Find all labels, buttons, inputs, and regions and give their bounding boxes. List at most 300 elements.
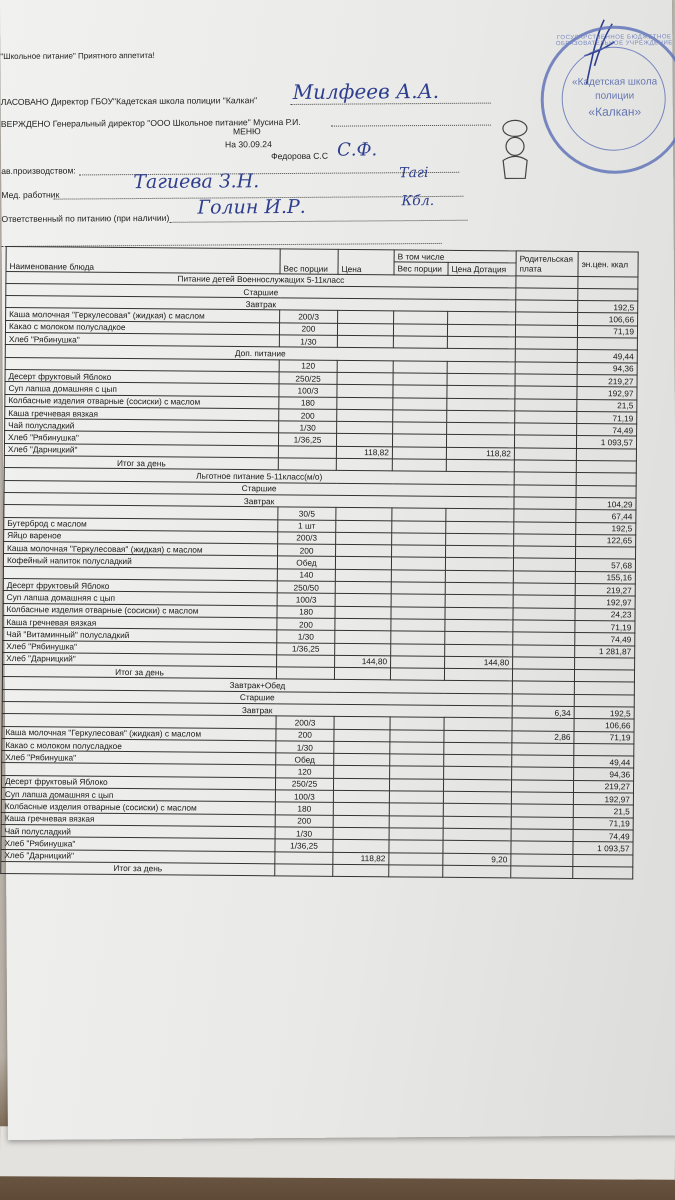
parent-fee-cell xyxy=(515,349,577,362)
parent-fee-cell xyxy=(514,534,576,547)
energy-cell: 192,97 xyxy=(573,793,633,806)
production-name: Федорова С.С xyxy=(271,150,329,162)
parent-fee-cell xyxy=(515,423,577,436)
incl-weight-cell xyxy=(389,803,443,816)
header-parent-fee: Родительская плата xyxy=(516,251,578,276)
header-dish-name: Наименование блюда xyxy=(6,246,280,273)
incl-price-cell xyxy=(444,668,512,681)
parent-fee-cell xyxy=(516,288,578,301)
energy-cell: 94,36 xyxy=(577,362,637,375)
parent-fee-cell xyxy=(512,755,574,768)
price-cell xyxy=(334,754,390,767)
incl-weight-cell xyxy=(392,447,446,460)
weight-cell xyxy=(275,864,333,877)
dish-name: Колбасные изделия отварные (сосиски) с маслом xyxy=(1,800,275,815)
incl-price-cell xyxy=(443,841,511,854)
parent-fee-cell: 6,34 xyxy=(512,706,574,719)
energy-cell: 219,27 xyxy=(575,583,635,596)
official-seal xyxy=(540,25,675,174)
incl-weight-cell xyxy=(392,434,446,447)
energy-cell xyxy=(574,670,634,683)
price-cell xyxy=(336,544,392,557)
parent-fee-cell xyxy=(515,362,577,375)
parent-fee-cell xyxy=(513,644,575,657)
approved-line: ЛАСОВАНО Директор ГБОУ"Кадетская школа полиции "Калкан" xyxy=(0,95,258,107)
parent-fee-cell xyxy=(516,300,578,313)
incl-weight-cell xyxy=(389,791,443,804)
parent-fee-cell xyxy=(515,386,577,399)
incl-weight-cell xyxy=(391,643,445,656)
weight-cell xyxy=(275,851,333,864)
energy-cell: 219,27 xyxy=(577,374,637,387)
dish-name: Каша молочная "Геркулесовая" (жидкая) с маслом xyxy=(4,542,278,557)
incl-weight-cell xyxy=(389,840,443,853)
energy-cell: 94,36 xyxy=(574,768,634,781)
header-including: В том числе xyxy=(394,250,516,263)
incl-price-cell: 144,80 xyxy=(445,656,513,669)
parent-fee-cell xyxy=(514,546,576,559)
weight-cell: 1/30 xyxy=(279,335,337,348)
header-including-price: Цена Дотация xyxy=(448,263,516,276)
parent-fee-cell xyxy=(512,718,574,731)
energy-cell: 1 093,57 xyxy=(576,436,636,449)
weight-cell: 100/3 xyxy=(279,384,337,397)
price-cell xyxy=(334,717,390,730)
section-title: Питание детей Военнослужащих 5-11класс xyxy=(6,271,516,288)
dish-name: Десерт фруктовый Яблоко xyxy=(3,578,277,593)
menu-heading: МЕНЮ xyxy=(232,126,261,137)
incl-price-cell xyxy=(445,619,513,632)
section-title: Завтрак xyxy=(4,492,514,509)
price-cell xyxy=(337,397,393,410)
parent-fee-cell xyxy=(513,620,575,633)
dish-name: Хлеб "Дарницкий" xyxy=(3,652,277,667)
dish-name: Хлеб "Рябинушка" xyxy=(4,431,278,446)
weight-cell: 200/3 xyxy=(276,716,334,729)
energy-cell: 71,19 xyxy=(575,620,635,633)
incl-weight-cell xyxy=(393,324,447,337)
incl-weight-cell xyxy=(391,582,445,595)
incl-weight-cell xyxy=(391,631,445,644)
price-cell xyxy=(337,323,393,336)
med-mark: Тагі xyxy=(399,165,429,182)
price-cell xyxy=(338,311,394,324)
incl-price-cell xyxy=(444,742,512,755)
weight-cell: 180 xyxy=(275,802,333,815)
incl-weight-cell xyxy=(390,766,444,779)
price-cell xyxy=(336,458,392,471)
incl-weight-cell xyxy=(393,410,447,423)
parent-fee-cell xyxy=(513,558,575,571)
weight-cell xyxy=(276,667,334,680)
price-cell xyxy=(335,643,391,656)
parent-fee-cell xyxy=(513,595,575,608)
energy-cell: 21,5 xyxy=(573,805,633,818)
price-cell xyxy=(333,864,389,877)
energy-cell: 74,49 xyxy=(577,424,637,437)
incl-price-cell: 118,82 xyxy=(446,447,514,460)
energy-cell: 71,19 xyxy=(577,325,637,338)
production-signature: С.Ф. xyxy=(336,139,378,161)
energy-cell: 71,19 xyxy=(577,411,637,424)
dish-name: Десерт фруктовый Яблоко xyxy=(1,775,275,790)
incl-price-cell xyxy=(445,582,513,595)
incl-weight-cell xyxy=(392,533,446,546)
incl-price-cell xyxy=(445,595,513,608)
incl-price-cell xyxy=(443,791,511,804)
weight-cell: 1/36,25 xyxy=(278,433,336,446)
parent-fee-cell xyxy=(514,497,576,510)
confirmed-line: ВЕРЖДЕНО Генеральный директор "ООО Школьное питание" Мусина Р.И. xyxy=(0,116,301,129)
energy-cell xyxy=(576,485,636,498)
energy-cell xyxy=(576,473,636,486)
weight-cell: 140 xyxy=(277,569,335,582)
price-cell xyxy=(337,360,393,373)
price-cell: 118,82 xyxy=(336,446,392,459)
incl-price-cell xyxy=(446,545,514,558)
weight-cell: 200/3 xyxy=(280,310,338,323)
energy-cell: 71,19 xyxy=(574,731,634,744)
parent-fee-cell xyxy=(512,694,574,707)
parent-fee-cell xyxy=(516,312,578,325)
dish-name: Суп лапша домашняя с цып xyxy=(1,788,275,803)
parent-fee-cell xyxy=(514,460,576,473)
weight-cell: 1 шт xyxy=(278,519,336,532)
parent-fee-cell xyxy=(511,792,573,805)
incl-weight-cell xyxy=(389,779,443,792)
price-cell xyxy=(337,422,393,435)
incl-weight-cell xyxy=(389,828,443,841)
incl-weight-cell xyxy=(391,557,445,570)
dish-name: Чай полусладкий xyxy=(1,824,275,839)
parent-fee-cell xyxy=(513,583,575,596)
dish-name: Чай "Витаминный" полусладкий xyxy=(3,628,277,643)
incl-weight-cell xyxy=(391,606,445,619)
energy-cell: 67,44 xyxy=(576,510,636,523)
weight-cell: 250/50 xyxy=(277,581,335,594)
parent-fee-cell xyxy=(515,398,577,411)
parent-fee-cell xyxy=(515,337,577,350)
incl-price-cell xyxy=(446,521,514,534)
section-title: Завтрак xyxy=(6,296,516,313)
incl-price-cell xyxy=(447,324,515,337)
parent-fee-cell xyxy=(512,669,574,682)
dish-name: Каша гречневая вязкая xyxy=(5,406,279,421)
parent-fee-cell xyxy=(513,657,575,670)
dish-name: Каша молочная "Геркулесовая" (жидкая) с маслом xyxy=(2,726,276,741)
energy-cell: 57,68 xyxy=(575,559,635,572)
energy-cell: 1 093,57 xyxy=(573,842,633,855)
director-signature: Милфеев А.А. xyxy=(292,78,440,104)
incl-weight-cell xyxy=(393,397,447,410)
dish-name: Хлеб "Дарницкий" xyxy=(4,443,278,458)
weight-cell: 200 xyxy=(275,814,333,827)
price-cell xyxy=(335,606,391,619)
energy-cell: 192,5 xyxy=(576,522,636,535)
section-title: Старшие xyxy=(2,689,512,706)
price-cell xyxy=(334,667,390,680)
price-cell xyxy=(334,729,390,742)
dish-name: Чай полусладкий xyxy=(5,419,279,434)
weight-cell: 1/30 xyxy=(279,421,337,434)
energy-cell: 106,66 xyxy=(574,719,634,732)
incl-price-cell xyxy=(446,435,514,448)
incl-price-cell xyxy=(445,607,513,620)
med-label: Мед. работник xyxy=(1,189,60,200)
dish-name: Яйцо вареное xyxy=(4,529,278,544)
incl-weight-cell xyxy=(389,865,443,878)
weight-cell: 200 xyxy=(279,323,337,336)
parent-fee-cell xyxy=(514,472,576,485)
weight-cell: 200 xyxy=(277,618,335,631)
incl-price-cell: 9,20 xyxy=(443,853,511,866)
incl-weight-cell xyxy=(391,656,445,669)
incl-price-cell xyxy=(447,373,515,386)
incl-price-cell xyxy=(447,336,515,349)
section-title: Завтрак xyxy=(2,701,512,718)
weight-cell: 180 xyxy=(277,605,335,618)
dish-name: Колбасные изделия отварные (сосиски) с маслом xyxy=(3,603,277,618)
price-cell xyxy=(336,532,392,545)
weight-cell xyxy=(277,655,335,668)
incl-weight-cell xyxy=(390,668,444,681)
incl-price-cell xyxy=(444,718,512,731)
energy-cell xyxy=(574,743,634,756)
weight-cell: 100/3 xyxy=(277,593,335,606)
incl-weight-cell xyxy=(390,717,444,730)
incl-weight-cell xyxy=(389,852,443,865)
incl-price-cell xyxy=(448,312,516,325)
incl-weight-cell xyxy=(392,508,446,521)
dish-name: Каша гречневая вязкая xyxy=(1,812,275,827)
weight-cell: 1/30 xyxy=(276,741,334,754)
incl-price-cell xyxy=(446,533,514,546)
menu-table xyxy=(0,246,638,880)
incl-price-cell xyxy=(445,558,513,571)
energy-cell: 21,5 xyxy=(577,399,637,412)
header-energy: эн.цен. ккал xyxy=(578,251,638,276)
incl-weight-cell xyxy=(393,336,447,349)
price-cell xyxy=(333,827,389,840)
parent-fee-cell xyxy=(514,521,576,534)
price-cell xyxy=(337,409,393,422)
energy-cell xyxy=(573,854,633,867)
responsible-label: Ответственный по питанию (при наличии) xyxy=(1,212,170,224)
price-cell xyxy=(336,508,392,521)
responsible-mark: Кбл. xyxy=(401,192,435,210)
energy-cell xyxy=(576,448,636,461)
energy-cell xyxy=(577,338,637,351)
incl-weight-cell xyxy=(393,373,447,386)
parent-fee-cell xyxy=(512,767,574,780)
parent-fee-cell: 2,86 xyxy=(512,730,574,743)
dish-name: Колбасные изделия отварные (сосиски) с маслом xyxy=(5,394,279,409)
weight-cell: Обед xyxy=(277,556,335,569)
weight-cell: Обед xyxy=(276,753,334,766)
incl-price-cell xyxy=(445,632,513,645)
parent-fee-cell xyxy=(511,853,573,866)
incl-price-cell xyxy=(444,754,512,767)
parent-fee-cell xyxy=(515,325,577,338)
dish-name: Какао с молоком полусладкое xyxy=(2,738,276,753)
seal-line-2: полиции xyxy=(595,90,635,102)
parent-fee-cell xyxy=(514,485,576,498)
weight-cell: 250/25 xyxy=(279,372,337,385)
dish-name: Хлеб "Рябинушка" xyxy=(2,751,276,766)
energy-cell: 74,49 xyxy=(575,633,635,646)
energy-cell: 192,97 xyxy=(577,387,637,400)
energy-cell: 106,66 xyxy=(578,313,638,326)
incl-weight-cell xyxy=(392,459,446,472)
energy-cell xyxy=(573,866,633,879)
incl-price-cell xyxy=(443,804,511,817)
incl-weight-cell xyxy=(390,742,444,755)
weight-cell: 200 xyxy=(279,409,337,422)
energy-cell: 74,49 xyxy=(573,829,633,842)
energy-cell xyxy=(575,657,635,670)
incl-price-cell xyxy=(446,509,514,522)
weight-cell: 200/3 xyxy=(278,532,336,545)
energy-cell xyxy=(576,461,636,474)
parent-fee-cell xyxy=(515,411,577,424)
weight-cell: 120 xyxy=(279,360,337,373)
total-label: Итог за день xyxy=(2,665,276,680)
incl-price-cell xyxy=(443,828,511,841)
incl-price-cell xyxy=(444,730,512,743)
production-label: ав.производством: xyxy=(1,165,76,176)
parent-fee-cell xyxy=(511,804,573,817)
price-cell xyxy=(335,631,391,644)
incl-price-cell xyxy=(447,410,515,423)
total-label: Итог за день xyxy=(1,861,275,876)
weight-cell: 1/30 xyxy=(275,827,333,840)
weight-cell: 120 xyxy=(276,765,334,778)
weight-cell xyxy=(278,458,336,471)
dish-name: Каша молочная "Геркулесовая" (жидкая) с маслом xyxy=(6,308,280,323)
incl-weight-cell xyxy=(389,815,443,828)
dish-name: Какао с молоком полусладкое xyxy=(5,320,279,335)
total-label: Итог за день xyxy=(4,456,278,471)
incl-weight-cell xyxy=(392,520,446,533)
weight-cell xyxy=(278,446,336,459)
energy-cell: 155,16 xyxy=(575,571,635,584)
price-cell xyxy=(336,520,392,533)
section-title: Старшие xyxy=(4,480,514,497)
header-weight: Вес порции xyxy=(280,249,338,274)
price-cell: 118,82 xyxy=(333,852,389,865)
price-cell xyxy=(335,557,391,570)
incl-price-cell xyxy=(445,644,513,657)
incl-weight-cell xyxy=(391,594,445,607)
price-cell xyxy=(335,569,391,582)
price-cell xyxy=(335,594,391,607)
weight-cell: 1/30 xyxy=(277,630,335,643)
incl-price-cell xyxy=(443,779,511,792)
price-cell xyxy=(335,581,391,594)
seal-line-3: «Калкан» xyxy=(588,104,642,119)
incl-price-cell xyxy=(447,398,515,411)
med-signature: Тагиева З.Н. xyxy=(133,170,260,194)
energy-cell: 104,29 xyxy=(576,497,636,510)
incl-price-cell xyxy=(443,816,511,829)
price-cell xyxy=(336,434,392,447)
weight-cell: 200 xyxy=(278,544,336,557)
price-cell xyxy=(337,372,393,385)
parent-fee-cell xyxy=(515,374,577,387)
price-cell xyxy=(334,741,390,754)
header-price: Цена xyxy=(338,249,394,274)
table-header-row-1 xyxy=(6,246,638,264)
energy-cell: 49,44 xyxy=(577,350,637,363)
weight-cell: 200 xyxy=(276,728,334,741)
header-including-weight: Вес порции xyxy=(394,262,448,275)
weight-cell: 1/36,25 xyxy=(277,642,335,655)
incl-price-cell xyxy=(444,767,512,780)
incl-weight-cell xyxy=(393,422,447,435)
energy-cell xyxy=(578,288,638,301)
menu-date: На 30.09.24 xyxy=(224,139,272,150)
responsible-signature: Голин И.Р. xyxy=(197,195,306,219)
section-title: Старшие xyxy=(6,283,516,300)
dish-name: Хлеб "Рябинушка" xyxy=(5,333,279,348)
document-title: "Школьное питание" Приятного аппетита! xyxy=(0,50,155,61)
energy-cell: 71,19 xyxy=(573,817,633,830)
price-cell: 144,80 xyxy=(335,655,391,668)
parent-fee-cell xyxy=(511,829,573,842)
energy-cell: 24,23 xyxy=(575,608,635,621)
price-cell xyxy=(335,618,391,631)
dish-name: Каша гречневая вязкая xyxy=(3,615,277,630)
energy-cell xyxy=(578,276,638,289)
incl-price-cell xyxy=(447,361,515,374)
parent-fee-cell xyxy=(514,435,576,448)
incl-weight-cell xyxy=(390,754,444,767)
section-title: Льготное питание 5-11класс(м/о) xyxy=(4,468,514,485)
energy-cell: 192,97 xyxy=(575,596,635,609)
incl-price-cell xyxy=(447,422,515,435)
price-cell xyxy=(334,766,390,779)
incl-price-cell xyxy=(445,570,513,583)
incl-weight-cell xyxy=(393,385,447,398)
parent-fee-cell xyxy=(511,780,573,793)
price-cell xyxy=(333,790,389,803)
parent-fee-cell xyxy=(512,681,574,694)
parent-fee-cell xyxy=(511,841,573,854)
incl-weight-cell xyxy=(391,570,445,583)
parent-fee-cell xyxy=(513,608,575,621)
section-title: Завтрак+Обед xyxy=(2,677,512,694)
energy-cell: 122,65 xyxy=(576,534,636,547)
parent-fee-cell xyxy=(512,743,574,756)
dish-name: Десерт фруктовый Яблоко xyxy=(5,369,279,384)
dish-name: Кофейный напиток полусладкий xyxy=(3,554,277,569)
parent-fee-cell xyxy=(514,509,576,522)
section-title: Доп. питание xyxy=(5,345,515,362)
weight-cell: 250/25 xyxy=(275,778,333,791)
dish-name: Хлеб "Рябинушка" xyxy=(1,837,275,852)
energy-cell xyxy=(576,547,636,560)
parent-fee-cell xyxy=(511,817,573,830)
price-cell xyxy=(333,803,389,816)
price-cell xyxy=(333,840,389,853)
price-cell xyxy=(333,778,389,791)
price-cell xyxy=(333,815,389,828)
weight-cell: 100/3 xyxy=(275,790,333,803)
energy-cell: 219,27 xyxy=(573,780,633,793)
incl-weight-cell xyxy=(390,729,444,742)
parent-fee-cell xyxy=(513,571,575,584)
energy-cell: 49,44 xyxy=(574,756,634,769)
